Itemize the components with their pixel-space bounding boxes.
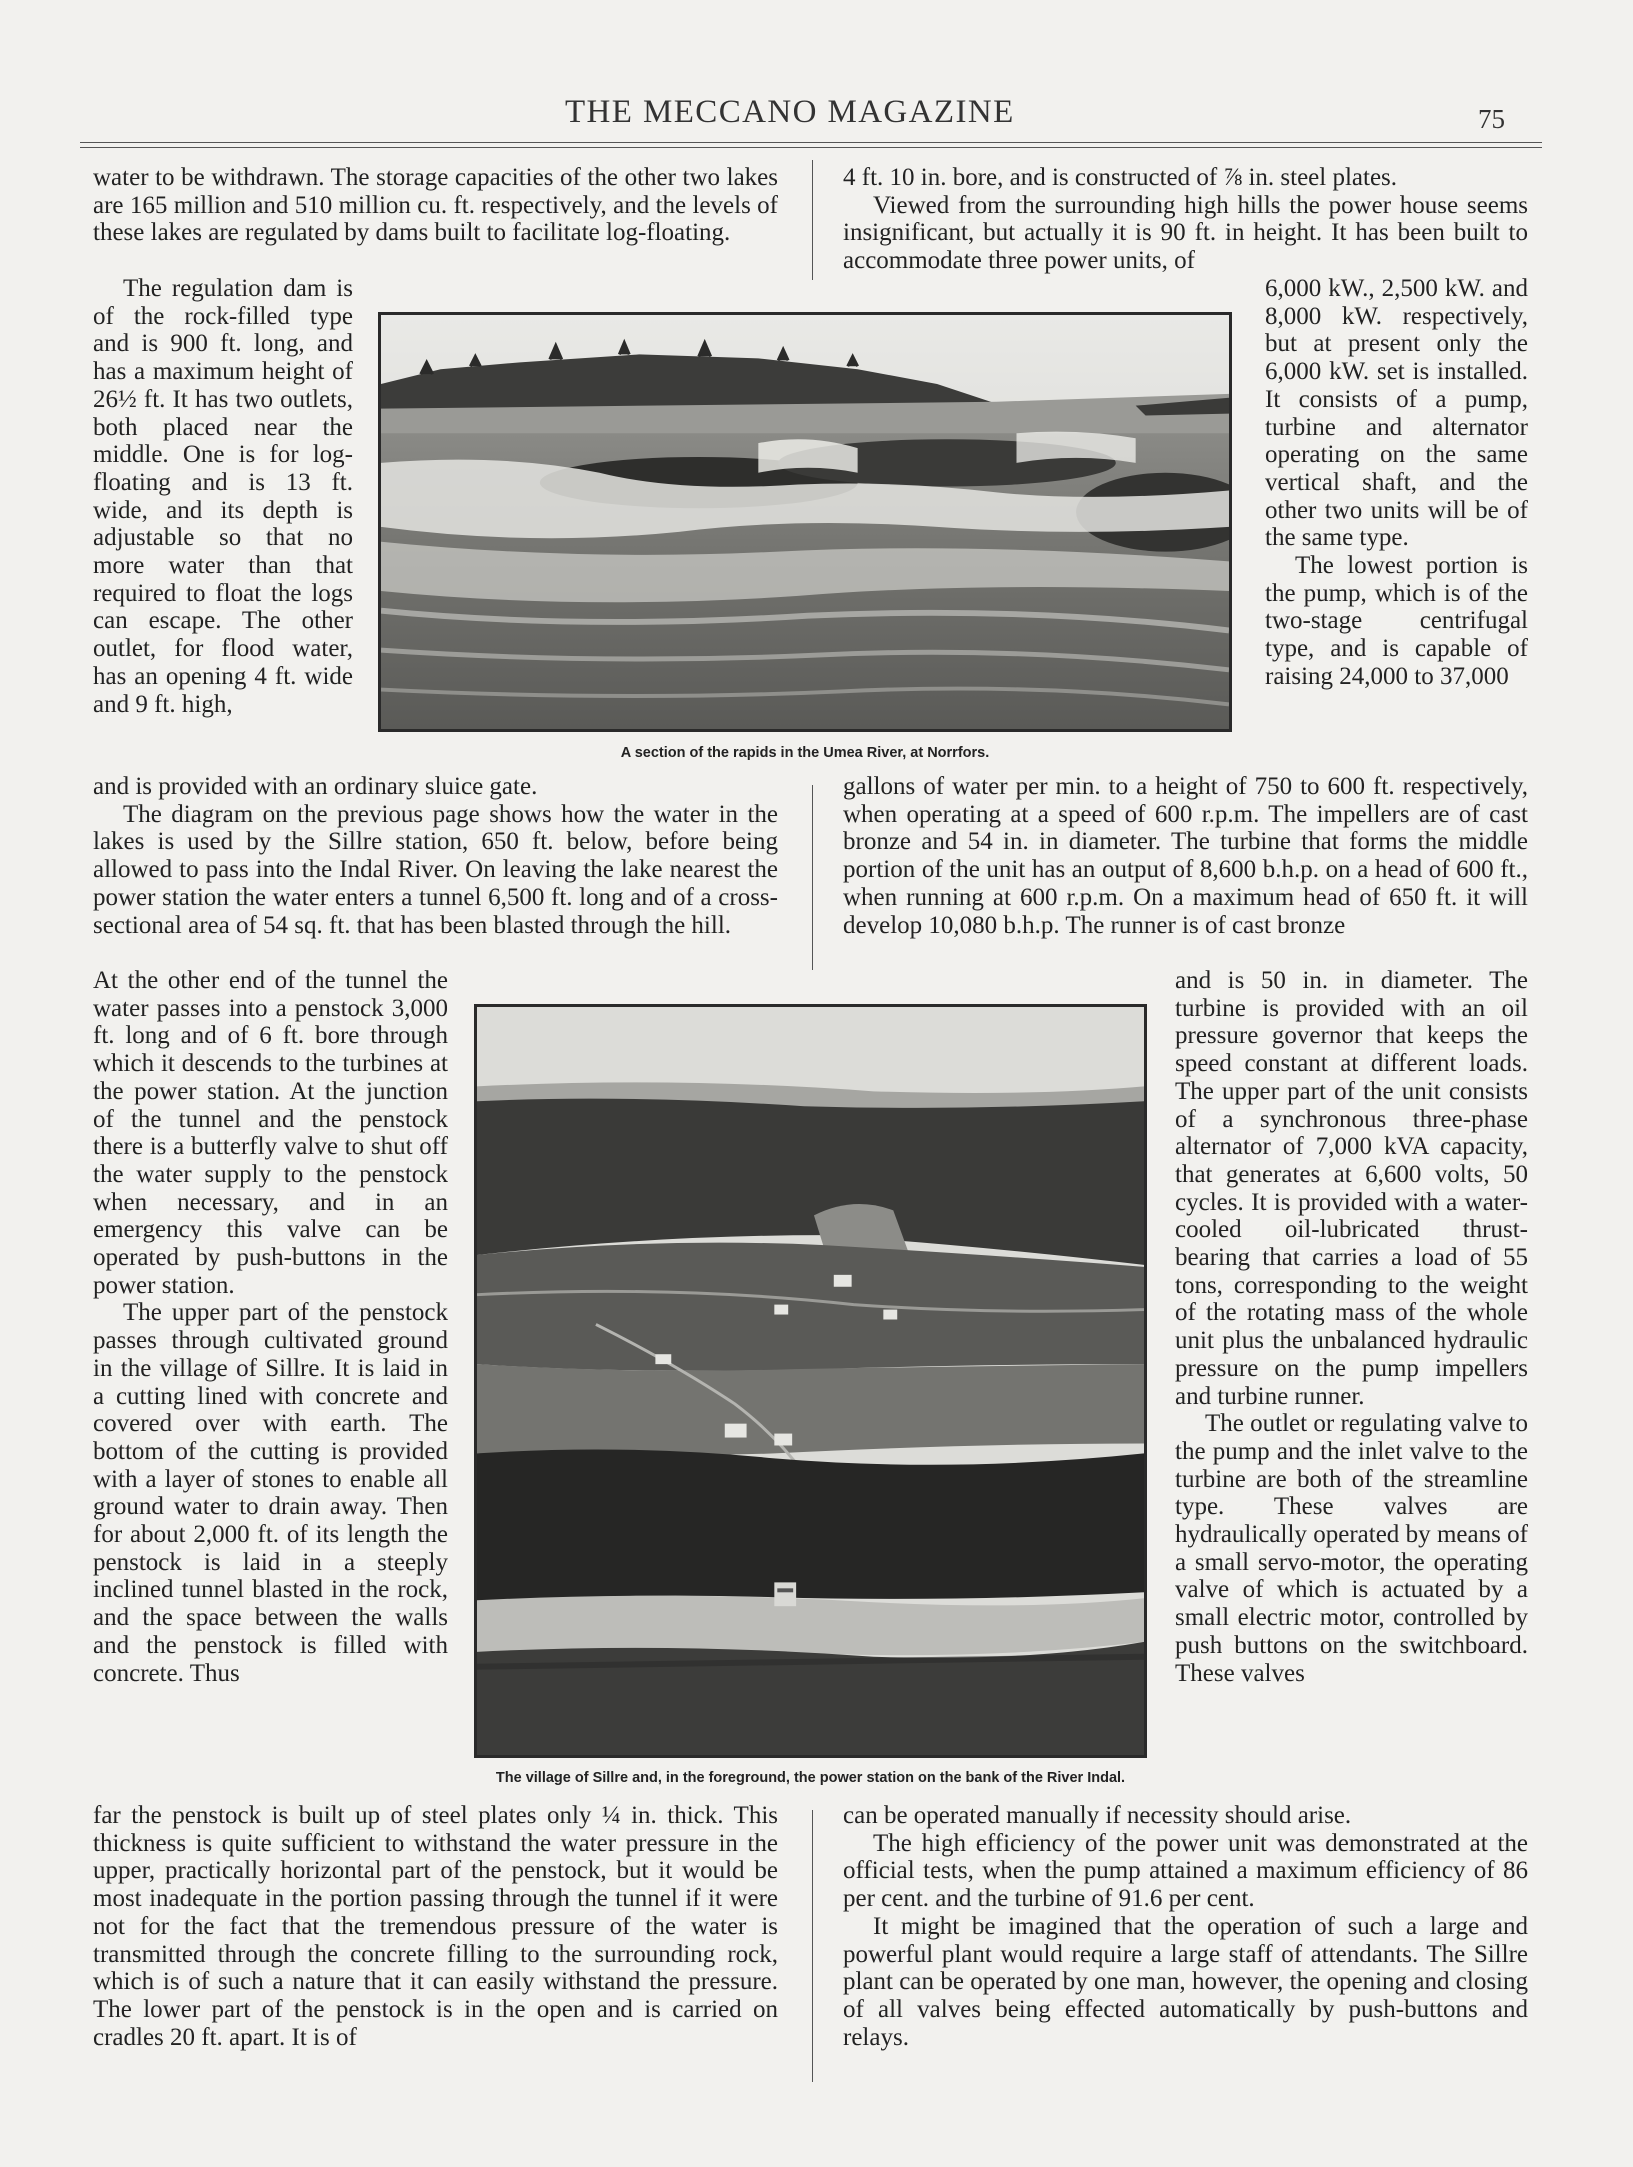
right-middle	[843, 773, 1528, 939]
left-dam-text	[93, 275, 353, 718]
rapids-photo	[378, 312, 1232, 732]
right-top	[843, 164, 1528, 275]
right-units-text	[1265, 275, 1528, 691]
village-photo	[474, 1004, 1147, 1758]
page-number: 75	[1478, 104, 1505, 134]
left-middle	[93, 773, 778, 939]
right-bottom	[843, 1802, 1528, 2051]
paragraph: 6,000 kW., 2,500 kW. and 8,000 kW. respectively, but at present only the 6,000 kW. set is installed. It consists of a pump, turbine and alternator operating on the same vertical shaft, and the other two units will be of the same type.	[1265, 275, 1528, 552]
magazine-title: THE MECCANO MAGAZINE	[565, 94, 1015, 130]
column-divider	[812, 160, 813, 280]
paragraph: Viewed from the surrounding high hills the power house seems insignificant, but actually it is 90 ft. in height. It has been built to accommodate three power units, of	[843, 191, 1528, 275]
column-divider	[812, 785, 813, 970]
paragraph: gallons of water per min. to a height of 750 to 600 ft. respectively, when operating at a speed of 600 r.p.m. The impellers are of cast bronze and 54 in. in diameter. The turbine that forms the middle portion of the unit has an output of 8,600 b.h.p. on a head of 600 ft., when running at 600 r.p.m. On a maximum head of 650 ft. it will develop 10,080 b.h.p. The runner is of cast bronze	[843, 773, 1528, 939]
paragraph: and is 50 in. in diameter. The turbine is provided with an oil pressure governor that keeps the speed constant at different loads. The upper part of the unit consists of a synchronous three-phase alternator of 7,000 kVA capacity, that generates at 6,600 volts, 50 cycles. It is provided with a water-cooled oil-lubricated thrust-bearing that carries a load of 55 tons, corresponding to the weight of the rotating mass of the whole unit plus the unbalanced hydraulic pressure on the pump impellers and turbine runner.	[1175, 967, 1528, 1410]
left-narrow-text	[93, 967, 448, 1687]
paragraph: The lowest portion is the pump, which is of the two-stage centrifugal type, and is capable of raising 24,000 to 37,000	[1265, 552, 1528, 690]
paragraph: far the penstock is built up of steel plates only ¼ in. thick. This thickness is quite sufficient to withstand the water pressure in the upper, practically horizontal part of the penstock, but it would be most inadequate in the portion passing through the tunnel if it were not for the fact that the tremendous pressure of the water is transmitted through the concrete filling to the surrounding rock, which is of such a nature that it can easily withstand the pressure. The lower part of the penstock is in the open and is carried on cradles 20 ft. apart. It is of	[93, 1802, 778, 2051]
paragraph: and is provided with an ordinary sluice gate.	[93, 773, 538, 800]
header-rule	[80, 147, 1542, 148]
rapids-caption: A section of the rapids in the Umea River, at Norrfors.	[620, 745, 990, 761]
column-divider	[812, 1810, 813, 2082]
paragraph: The high efficiency of the power unit was demonstrated at the official tests, when the pump attained a maximum efficiency of 86 per cent. and the turbine of 91.6 per cent.	[843, 1829, 1528, 1913]
left-intro	[93, 164, 778, 247]
paragraph: The regulation dam is of the rock-filled type and is 900 ft. long, and has a maximum height of 26½ ft. It has two outlets, both placed near the middle. One is for log-floating and is 13 ft. wide, and its depth is adjustable so that no more water than that required to float the logs can escape. The other outlet, for flood water, has an opening 4 ft. wide and 9 ft. high,	[93, 275, 353, 718]
paragraph: The diagram on the previous page shows how the water in the lakes is used by the Sillre station, 650 ft. below, before being allowed to pass into the Indal River. On leaving the lake nearest the power station the water enters a tunnel 6,500 ft. long and of a cross-sectional area of 54 sq. ft. that has been blasted through the hill.	[93, 800, 778, 939]
paragraph: can be operated manually if necessity should arise.	[843, 1802, 1352, 1829]
right-narrow-text	[1175, 967, 1528, 1687]
left-bottom	[93, 1802, 778, 2051]
paragraph: The upper part of the penstock passes through cultivated ground in the village of Sillre. It is laid in a cutting lined with concrete and covered over with earth. The bottom of the cutting is provided with a layer of stones to enable all ground water to drain away. Then for about 2,000 ft. of its length the penstock is laid in a steeply inclined tunnel blasted in the rock, and the space between the walls and the penstock is filled with concrete. Thus	[93, 1299, 448, 1687]
village-caption: The village of Sillre and, in the foreground, the power station on the bank of the River Indal.	[495, 1770, 1126, 1786]
header-rule	[80, 142, 1542, 143]
paragraph: It might be imagined that the operation of such a large and powerful plant would require a large staff of attendants. The Sillre plant can be operated by one man, however, the opening and closing of all valves being effected automatically by push-buttons and relays.	[843, 1912, 1528, 2051]
paragraph: At the other end of the tunnel the water passes into a penstock 3,000 ft. long and of 6 ft. bore through which it descends to the turbines at the power station. At the junction of the tunnel and the penstock there is a butterfly valve to shut off the water supply to the penstock when necessary, and in an emergency this valve can be operated by push-buttons in the power station.	[93, 967, 448, 1299]
paragraph: water to be withdrawn. The storage capacities of the other two lakes are 165 million and 510 million cu. ft. respectively, and the levels of these lakes are regulated by dams built to facilitate log-floating.	[93, 164, 778, 247]
paragraph: 4 ft. 10 in. bore, and is constructed of ⅞ in. steel plates.	[843, 164, 1398, 191]
paragraph: The outlet or regulating valve to the pump and the inlet valve to the turbine are both of the streamline type. These valves are hydraulically operated by means of a small servo-motor, the operating valve of which is actuated by a small electric motor, controlled by push buttons on the switchboard. These valves	[1175, 1410, 1528, 1687]
